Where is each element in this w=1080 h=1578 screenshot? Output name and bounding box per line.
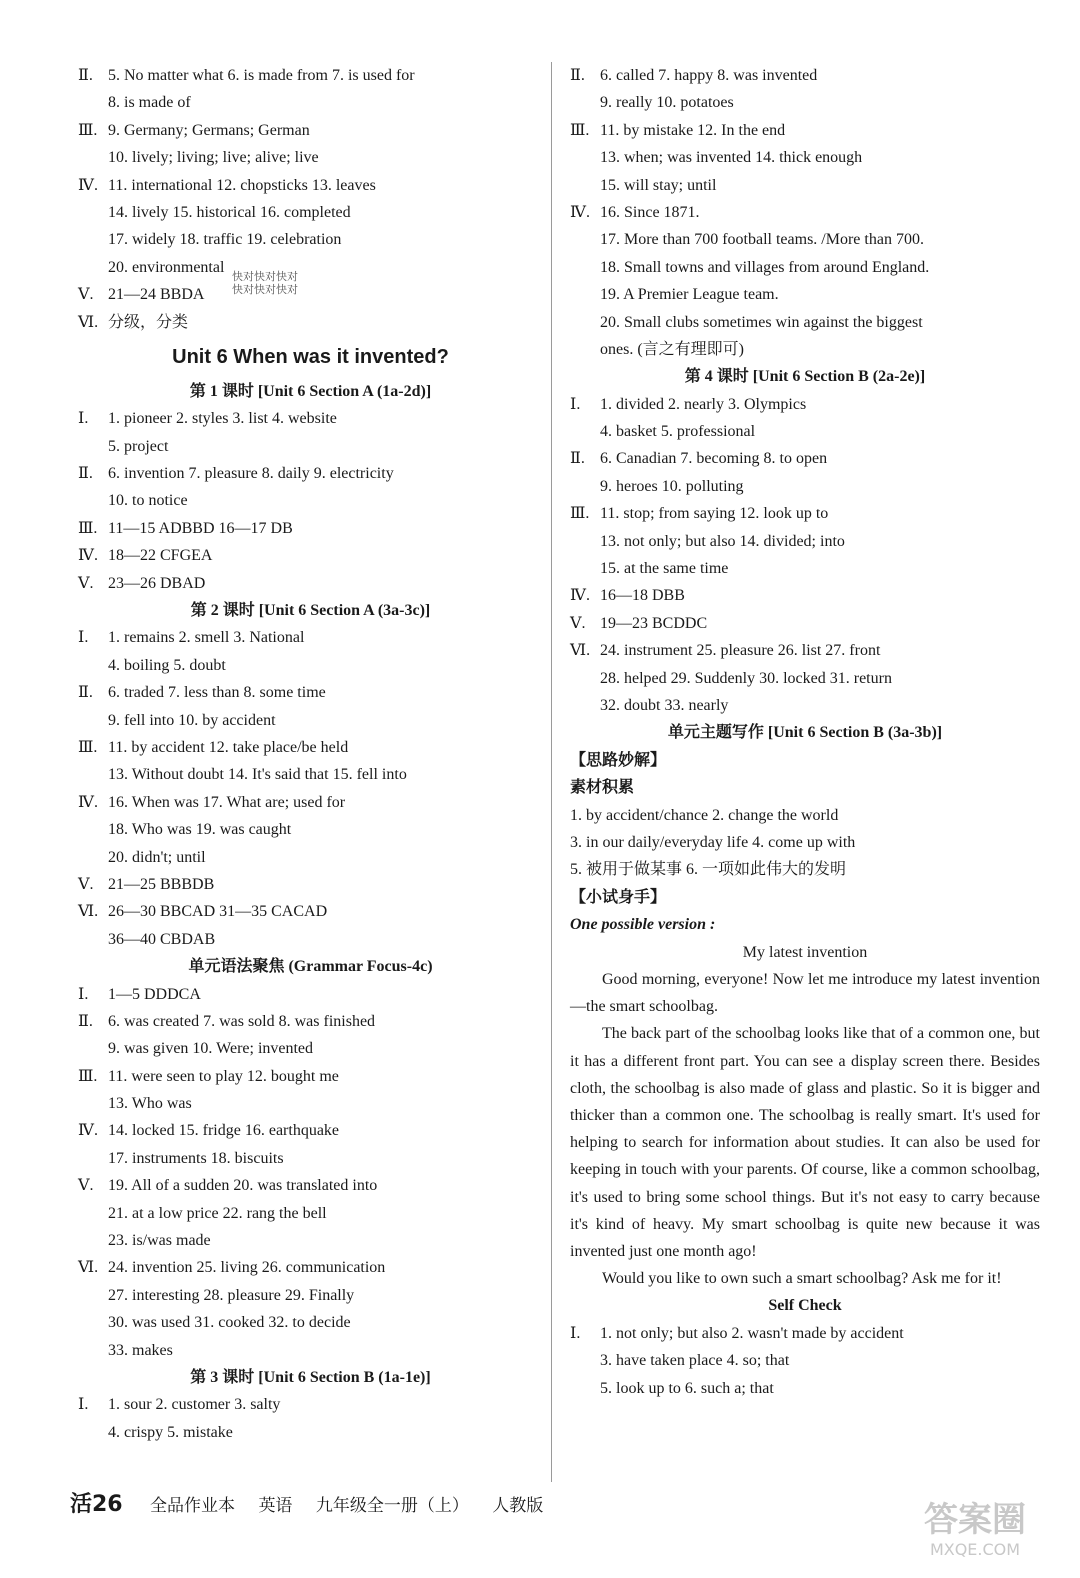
lesson-2-answers (78, 624, 543, 953)
self-check-title: Self Check (768, 1297, 842, 1315)
answer-row (78, 624, 543, 651)
roman-numeral: Ⅳ. (570, 587, 590, 605)
roman-numeral: Ⅴ. (78, 875, 94, 893)
answer-row (570, 500, 1040, 527)
self-check-answers (570, 1320, 1040, 1402)
tips-heading: 【思路妙解】 (570, 751, 667, 769)
roman-numeral: Ⅴ. (78, 1177, 94, 1195)
answer-text: 11—15 ADBBD 16—17 DB (108, 519, 293, 537)
answer-text: 14. lively 15. historical 16. completed (108, 203, 351, 221)
answer-row (570, 144, 1040, 171)
try-heading: 【小试身手】 (570, 888, 667, 906)
lesson-3-title: 第 3 课时 [Unit 6 Section B (1a-1e)] (190, 1368, 431, 1386)
watermark-site: MXQE.COM (929, 1540, 1021, 1559)
answer-text: 16—18 DBB (600, 587, 685, 605)
answer-text: 20. environmental (108, 258, 225, 276)
answer-text: 19—23 BCDDC (600, 614, 708, 632)
answer-text: 15. will stay; until (600, 176, 717, 194)
answer-text: 10. lively; living; live; alive; live (108, 149, 319, 167)
answer-text: 17. widely 18. traffic 19. celebration (108, 231, 342, 249)
answer-text: 21—24 BBDA (108, 286, 205, 304)
roman-numeral: Ⅳ. (78, 1122, 98, 1140)
roman-numeral: Ⅳ. (78, 176, 98, 194)
answer-text: 16. Since 1871. (600, 203, 700, 221)
answer-text: 6. called 7. happy 8. was invented (600, 67, 818, 84)
answer-text: 13. Who was (108, 1095, 192, 1113)
answer-text: 9. was given 10. Were; invented (108, 1040, 314, 1058)
answer-text: 6. invention 7. pleasure 8. daily 9. electricity (108, 465, 394, 483)
answer-row (570, 199, 1040, 226)
material-heading: 素材积累 (570, 779, 635, 797)
roman-numeral: Ⅱ. (570, 67, 585, 84)
answer-row (78, 460, 543, 487)
answer-text: 18. Who was 19. was caught (108, 821, 292, 839)
roman-numeral: Ⅲ. (78, 1067, 98, 1085)
answer-text: 21. at a low price 22. rang the bell (108, 1204, 327, 1222)
answer-row (570, 1320, 1040, 1347)
answer-text: 13. not only; but also 14. divided; into (600, 532, 845, 550)
answer-text: 8. is made of (108, 94, 191, 112)
answer-text: 11. international 12. chopsticks 13. leaves (108, 176, 376, 194)
lesson-3-answers (78, 1391, 543, 1446)
answer-text: 18—22 CFGEA (108, 547, 213, 565)
answer-text: 23—26 DBAD (108, 574, 206, 592)
version-label: One possible version : (570, 916, 716, 934)
grammar-focus-title: 单元语法聚焦 (Grammar Focus-4c) (188, 958, 433, 976)
roman-numeral: Ⅱ. (78, 684, 93, 702)
answer-row (78, 281, 543, 308)
answer-text: 23. is/was made (108, 1232, 211, 1250)
answer-row (78, 1090, 543, 1117)
answer-row (78, 871, 543, 898)
answer-text: 36—40 CBDAB (108, 930, 216, 948)
left-column (78, 62, 543, 1446)
answer-row (570, 555, 1040, 582)
roman-numeral: Ⅲ. (570, 505, 590, 523)
roman-numeral: Ⅱ. (570, 450, 585, 468)
roman-numeral: Ⅰ. (78, 629, 89, 647)
answer-row (78, 1254, 543, 1281)
answer-row (78, 1419, 543, 1446)
answer-row (78, 62, 543, 89)
answer-text: 33. makes (108, 1341, 173, 1359)
answer-row (78, 1309, 543, 1336)
answer-text: 14. locked 15. fridge 16. earthquake (108, 1122, 340, 1140)
roman-numeral: Ⅲ. (78, 738, 98, 756)
answer-row (78, 309, 543, 336)
answer-row (78, 226, 543, 253)
answer-text: 21—25 BBBDB (108, 875, 215, 893)
answer-row (78, 926, 543, 953)
roman-numeral: Ⅳ. (570, 203, 590, 221)
unit-title: Unit 6 When was it invented? (172, 345, 449, 368)
essay-title: My latest invention (742, 943, 868, 961)
lesson-4-answers (570, 391, 1040, 720)
answer-row (570, 254, 1040, 281)
answer-text: 1. pioneer 2. styles 3. list 4. website (108, 410, 337, 428)
site-watermark (890, 1500, 1060, 1560)
answer-text: 1—5 DDDCA (108, 985, 201, 1003)
answer-row (570, 226, 1040, 253)
answer-text: 26—30 BBCAD 31—35 CACAD (108, 903, 328, 921)
answer-row (78, 1200, 543, 1227)
answer-text: 6. traded 7. less than 8. some time (108, 684, 326, 702)
answer-row (570, 391, 1040, 418)
answer-row (78, 117, 543, 144)
answer-row (78, 172, 543, 199)
answer-text: 24. instrument 25. pleasure 26. list 27. front (600, 642, 881, 660)
answer-text: 3. have taken place 4. so; that (600, 1352, 790, 1370)
answer-row (78, 679, 543, 706)
answer-text: 13. when; was invented 14. thick enough (600, 149, 863, 167)
answer-text: 10. to notice (108, 492, 188, 510)
book-name: 全品作业本 (150, 1496, 236, 1516)
essay-paragraph-2: The back part of the schoolbag looks like that of a common one, but it has a different front part. You can see a display screen there. Besides cloth, the schoolbag is also made of glass and plastic. So it is bigger and thicker than a common one. The schoolbag is really smart. It's used for helping to search for information about studies. It can also be used for keeping in touch with your parents. Of course, like a common schoolbag, it's used to bring some school things. But it's not easy to carry because it's kind of heavy. My smart schoolbag is quite new because it was invented just one month ago! (570, 1025, 1040, 1260)
answer-row (570, 610, 1040, 637)
answer-row (78, 652, 543, 679)
roman-numeral: Ⅲ. (78, 519, 98, 537)
answer-row (78, 734, 543, 761)
essay-body (570, 966, 1040, 1292)
answer-text: 1. not only; but also 2. wasn't made by accident (600, 1324, 904, 1342)
roman-numeral: Ⅴ. (570, 614, 586, 632)
roman-numeral: Ⅴ. (78, 286, 94, 304)
answer-row (78, 898, 543, 925)
edition: 人教版 (492, 1496, 544, 1516)
subject: 英语 (258, 1496, 293, 1516)
answer-text: 27. interesting 28. pleasure 29. Finally (108, 1286, 355, 1304)
material-line-1: 1. by accident/chance 2. change the world (570, 806, 839, 824)
answer-text: 4. crispy 5. mistake (108, 1423, 233, 1441)
answer-row (78, 542, 543, 569)
answer-text: 13. Without doubt 14. It's said that 15. fell into (108, 766, 407, 784)
answer-row (78, 1035, 543, 1062)
roman-numeral: Ⅰ. (78, 1396, 89, 1414)
lesson-2-title: 第 2 课时 [Unit 6 Section A (3a-3c)] (190, 602, 431, 620)
answer-text: 6. was created 7. was sold 8. was finished (108, 1012, 376, 1030)
answer-text: 1. divided 2. nearly 3. Olympics (600, 395, 807, 413)
answer-row (78, 1008, 543, 1035)
answer-text: 9. Germany; Germans; German (108, 121, 310, 139)
answer-text: 19. All of a sudden 20. was translated into (108, 1177, 378, 1195)
answer-row (78, 1391, 543, 1418)
writing-title: 单元主题写作 [Unit 6 Section B (3a-3b)] (667, 724, 943, 742)
answer-text: 19. A Premier League team. (600, 286, 779, 304)
answer-row (570, 1347, 1040, 1374)
answer-text: 28. helped 29. Suddenly 30. locked 31. return (600, 669, 892, 687)
answer-row (78, 761, 543, 788)
answer-row (78, 144, 543, 171)
answer-row (78, 816, 543, 843)
answer-row (78, 1227, 543, 1254)
answer-row (570, 582, 1040, 609)
answer-text: 分级，分类 (108, 313, 189, 331)
essay-paragraph-1: Good morning, everyone! Now let me introduce my latest invention—the smart schoolbag. (570, 970, 1040, 1016)
lesson-1-title: 第 1 课时 [Unit 6 Section A (1a-2d)] (189, 382, 432, 400)
answer-row (570, 418, 1040, 445)
answer-text: 11. stop; from saying 12. look up to (600, 505, 829, 523)
answer-text: 6. Canadian 7. becoming 8. to open (600, 450, 828, 468)
answer-text: 1. sour 2. customer 3. salty (108, 1396, 281, 1414)
answer-row (78, 254, 543, 281)
roman-numeral: Ⅳ. (78, 793, 98, 811)
answer-text: ones. (言之有理即可) (600, 340, 744, 358)
watermark-logo-text: 答案圈 (924, 1500, 1026, 1540)
answer-row (78, 89, 543, 116)
answer-block-unit5-end (78, 62, 543, 336)
answer-row (78, 570, 543, 597)
roman-numeral: Ⅳ. (78, 547, 98, 565)
answer-row (78, 1172, 543, 1199)
answer-row (570, 281, 1040, 308)
roman-numeral: Ⅰ. (78, 410, 89, 428)
answer-row (570, 117, 1040, 144)
answer-row (570, 665, 1040, 692)
lesson-1-answers (78, 405, 543, 597)
answer-row (570, 637, 1040, 664)
roman-numeral: Ⅵ. (78, 313, 99, 331)
answer-row (78, 1063, 543, 1090)
answer-row (78, 199, 543, 226)
roman-numeral: Ⅵ. (78, 903, 99, 921)
grade: 九年级全一册（上） (315, 1496, 469, 1516)
answer-text: 20. Small clubs sometimes win against the biggest (600, 313, 923, 331)
answer-text: 16. When was 17. What are; used for (108, 793, 346, 811)
right-column (570, 62, 1040, 1402)
roman-numeral: Ⅵ. (570, 642, 591, 660)
answer-text: 5. project (108, 437, 169, 455)
answer-row (78, 1117, 543, 1144)
answer-text: 9. fell into 10. by accident (108, 711, 276, 729)
answer-row (570, 89, 1040, 116)
answer-row (570, 62, 1040, 89)
stamp-line-1: 快对快对快对 (232, 270, 298, 283)
lesson-3-continued-answers (570, 62, 1040, 363)
answer-text: 32. doubt 33. nearly (600, 696, 729, 714)
answer-row (570, 309, 1040, 336)
column-divider (551, 62, 552, 1482)
answer-row (78, 487, 543, 514)
answer-text: 11. by accident 12. take place/be held (108, 738, 349, 756)
answer-row (78, 844, 543, 871)
answer-text: 15. at the same time (600, 560, 729, 578)
grammar-focus-answers (78, 981, 543, 1364)
answer-row (78, 789, 543, 816)
answer-row (78, 515, 543, 542)
answer-text: 4. boiling 5. doubt (108, 656, 226, 674)
answer-text: 9. really 10. potatoes (600, 94, 734, 112)
roman-numeral: Ⅱ. (78, 465, 93, 483)
answer-row (570, 336, 1040, 363)
answer-row (570, 692, 1040, 719)
answer-row (78, 433, 543, 460)
answer-text: 4. basket 5. professional (600, 423, 756, 441)
answer-text: 20. didn't; until (108, 848, 206, 866)
page-footer (70, 1488, 561, 1522)
stamp-mark (232, 270, 298, 296)
answer-text: 9. heroes 10. polluting (600, 477, 744, 495)
answer-text: 17. More than 700 football teams. /More than 700. (600, 231, 924, 249)
roman-numeral: Ⅲ. (570, 121, 590, 139)
answer-row (570, 528, 1040, 555)
answer-text: 30. was used 31. cooked 32. to decide (108, 1314, 351, 1332)
answer-text: 18. Small towns and villages from around England. (600, 258, 930, 276)
answer-row (570, 1375, 1040, 1402)
answer-row (78, 405, 543, 432)
roman-numeral: Ⅱ. (78, 1012, 93, 1030)
answer-row (78, 981, 543, 1008)
answer-row (570, 445, 1040, 472)
roman-numeral: Ⅰ. (570, 1324, 581, 1342)
page-number: 活26 (70, 1492, 123, 1517)
roman-numeral: Ⅲ. (78, 121, 98, 139)
roman-numeral: Ⅴ. (78, 574, 94, 592)
answer-text: 11. were seen to play 12. bought me (108, 1067, 339, 1085)
answer-row (570, 172, 1040, 199)
roman-numeral: Ⅰ. (78, 985, 89, 1003)
answer-row (78, 1282, 543, 1309)
answer-text: 1. remains 2. smell 3. National (108, 629, 305, 647)
material-line-3: 5. 被用于做某事 6. 一项如此伟大的发明 (570, 861, 847, 879)
answer-row (570, 473, 1040, 500)
answer-text: 5. look up to 6. such a; that (600, 1379, 774, 1397)
answer-text: 24. invention 25. living 26. communication (108, 1259, 386, 1277)
roman-numeral: Ⅰ. (570, 395, 581, 413)
answer-text: 11. by mistake 12. In the end (600, 121, 786, 139)
essay-paragraph-3: Would you like to own such a smart schoolbag? Ask me for it! (602, 1270, 1002, 1288)
answer-row (78, 1337, 543, 1364)
lesson-4-title: 第 4 课时 [Unit 6 Section B (2a-2e)] (684, 368, 926, 386)
material-line-2: 3. in our daily/everyday life 4. come up with (570, 833, 856, 851)
answer-text: 17. instruments 18. biscuits (108, 1149, 284, 1167)
roman-numeral: Ⅱ. (78, 67, 93, 84)
stamp-line-2: 快对快对快对 (232, 283, 298, 296)
answer-row (78, 707, 543, 734)
roman-numeral: Ⅵ. (78, 1259, 99, 1277)
answer-text: 5. No matter what 6. is made from 7. is used for (108, 67, 415, 84)
answer-row (78, 1145, 543, 1172)
